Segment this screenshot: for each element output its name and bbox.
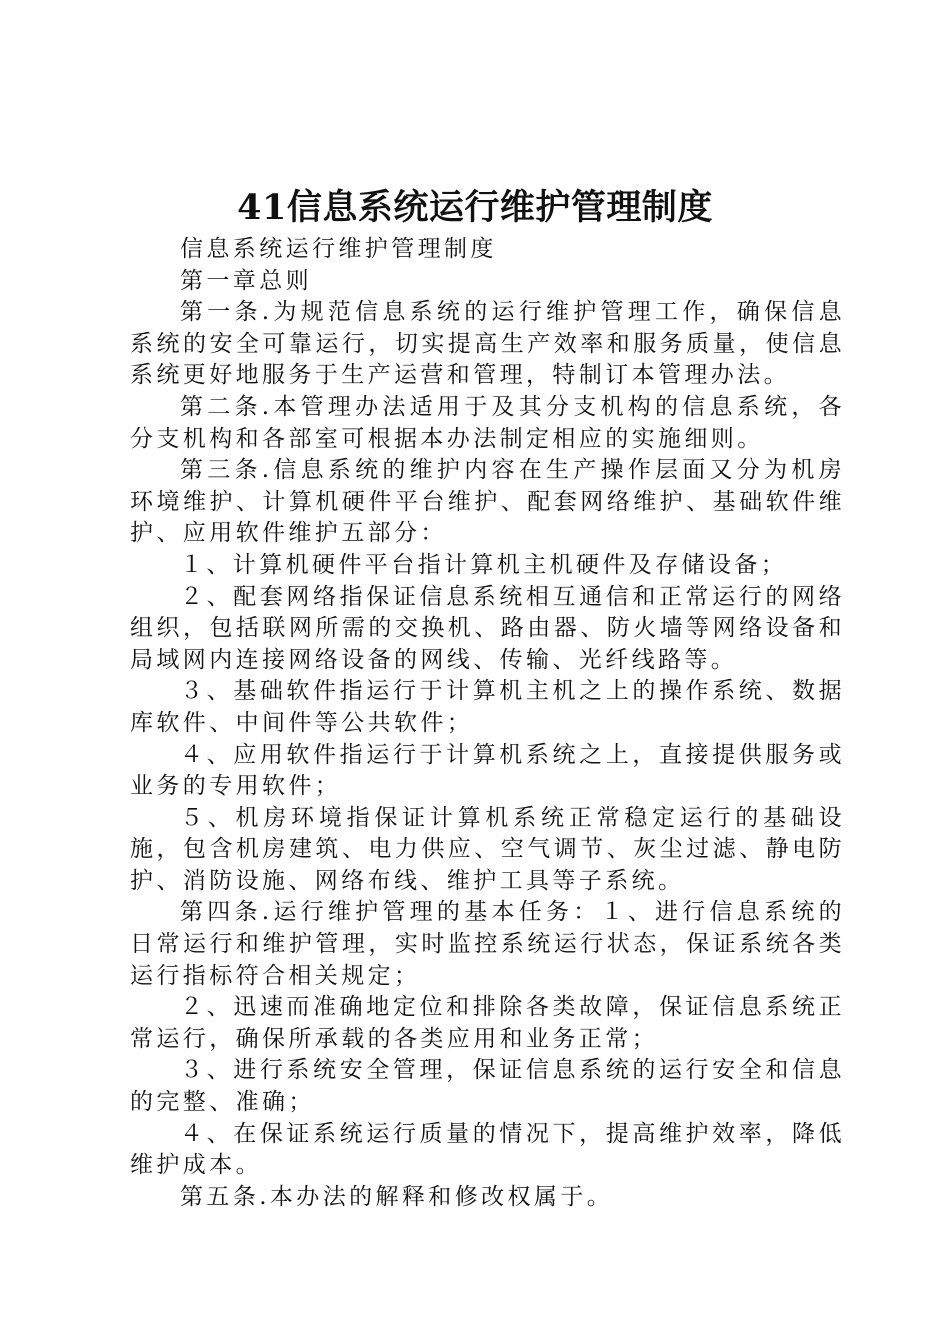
paragraph-article-4: 第四条.运行维护管理的基本任务：１、进行信息系统的日常运行和维护管理，实时监控系统运行状态，保证系统各类运行指标符合相关规定； [130,899,845,989]
paragraph-article-3-item-2: ２、配套网络指保证信息系统相互通信和正常运行的网络组织，包括联网所需的交换机、路由器、防火墙等网络设备和局域网内连接网络设备的网线、传输、光纤线路等。 [130,583,845,673]
document-title: 41信息系统运行维护管理制度 [237,187,713,228]
paragraph-article-1: 第一条.为规范信息系统的运行维护管理工作，确保信息系统的安全可靠运行，切实提高生产效率和服务质量，使信息系统更好地服务于生产运营和管理，特制订本管理办法。 [130,299,845,389]
paragraph-article-5: 第五条.本办法的解释和修改权属于。 [180,1183,614,1210]
paragraph-article-3-item-3: ３、基础软件指运行于计算机主机之上的操作系统、数据库软件、中间件等公共软件； [130,678,845,736]
paragraph-article-3-item-5: ５、机房环境指保证计算机系统正常稳定运行的基础设施，包含机房建筑、电力供应、空气调节、灰尘过滤、静电防护、消防设施、网络布线、维护工具等子系统。 [130,804,845,894]
paragraph-chapter-heading: 第一章总则 [180,267,312,294]
paragraph-article-2: 第二条.本管理办法适用于及其分支机构的信息系统，各分支机构和各部室可根据本办法制定相应的实施细则。 [130,393,845,452]
paragraph-article-4-item-2: ２、迅速而准确地定位和排除各类故障，保证信息系统正常运行，确保所承载的各类应用和业务正常； [130,994,845,1052]
paragraph-article-4-item-3: ３、进行系统安全管理，保证信息系统的运行安全和信息的完整、准确； [130,1057,845,1116]
paragraph-article-3-item-1: １、计算机硬件平台指计算机主机硬件及存储设备； [180,551,788,578]
paragraph-article-3-item-4: ４、应用软件指运行于计算机系统之上，直接提供服务或业务的专用软件； [130,741,845,800]
paragraph-subtitle: 信息系统运行维护管理制度 [180,236,497,262]
paragraph-article-4-item-4: ４、在保证系统运行质量的情况下，提高维护效率，降低维护成本。 [130,1120,845,1179]
paragraph-article-3: 第三条.信息系统的维护内容在生产操作层面又分为机房环境维护、计算机硬件平台维护、配套网络维护、基础软件维护、应用软件维护五部分： [130,457,845,547]
document-body [130,234,845,1213]
